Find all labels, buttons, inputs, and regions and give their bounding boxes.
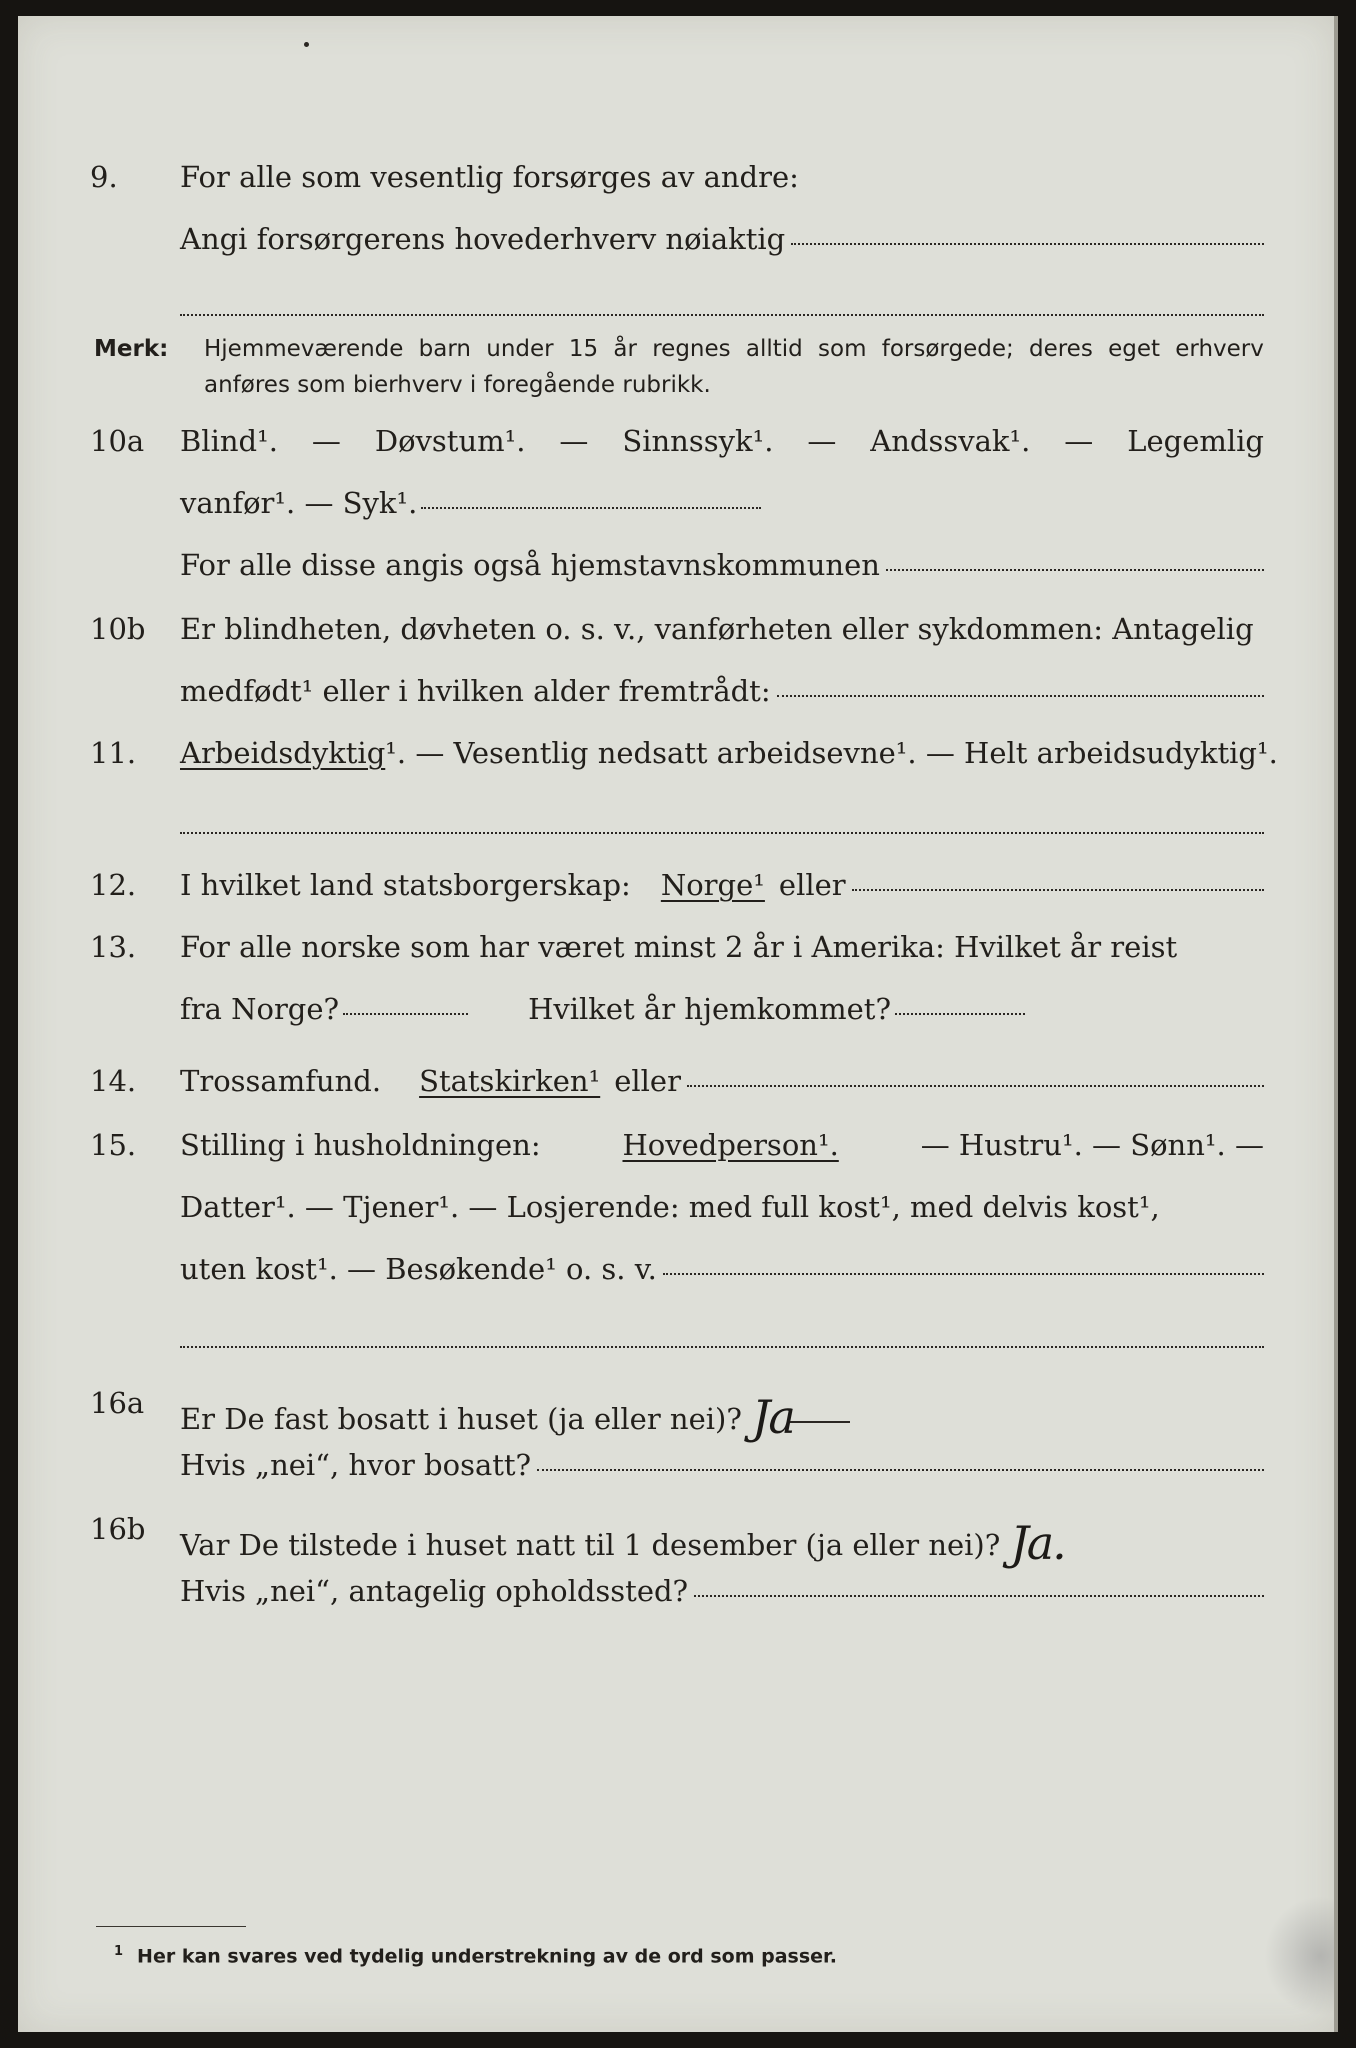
answer-field[interactable] [687,1085,1264,1087]
question-number: 10a [90,424,145,458]
census-form-page [18,16,1338,2032]
handwritten-answer[interactable]: Ja. [1010,1516,1065,1570]
merk-word: under [486,336,554,362]
answer-underline [790,1421,850,1423]
merk-line1 [204,336,1264,362]
q10a-line2 [180,486,1264,520]
question-number: 14. [90,1064,137,1098]
q9-line2-row [180,222,1264,256]
footnote-rule [96,1926,246,1927]
option-sinnssyk[interactable]: Sinnssyk¹. [622,424,774,458]
q15-line2-text: Datter¹. — Tjener¹. — Losjerende: med full kost¹, med delvis kost¹, [180,1190,1160,1224]
q11-rest: ¹. — Vesentlig nedsatt arbeidsevne¹. — Helt arbeidsudyktig¹. [385,736,1278,770]
q11-line1 [180,736,1278,770]
option-blind[interactable]: Blind¹. [180,424,278,458]
paper-stain [1264,1896,1334,2016]
merk-word: regnes [652,336,731,362]
q10a-line3-text: For alle disse angis også hjemstavnskommunen [180,548,880,582]
blank-answer-line[interactable] [180,1346,1264,1348]
q14-suffix: eller [614,1064,681,1098]
q9-line2: Angi forsørgerens hovederhverv nøiaktig [180,222,786,256]
option-statskirken-underlined[interactable]: Statskirken¹ [419,1064,601,1098]
q16a-line2 [180,1448,1264,1482]
q10b-line1 [180,612,1264,646]
q9-line1: For alle som vesentlig forsørges av andre: [180,160,799,194]
question-number: 9. [90,160,118,194]
merk-word: år [613,336,637,362]
option-dovstum[interactable]: Døvstum¹. [374,424,526,458]
answer-field[interactable] [777,695,1264,697]
option-andssvak[interactable]: Andssvak¹. [870,424,1031,458]
merk-word: alltid [745,336,803,362]
option-norge-underlined[interactable]: Norge¹ [660,868,765,902]
merk-word: forsørgede; [881,336,1014,362]
q16b-line1 [180,1512,1264,1570]
footnote [114,1944,837,1967]
question-number: 12. [90,868,137,902]
dash: — [559,424,589,458]
answer-field[interactable] [886,569,1264,571]
q16b-question: Var De tilstede i huset natt til 1 desember (ja eller nei)? [180,1528,1001,1562]
merk-word: 15 [568,336,599,362]
question-number: 16a [90,1386,145,1420]
footnote-text: Her kan svares ved tydelig understrekning av de ord som passer. [137,1945,837,1968]
question-number: 10b [90,612,146,646]
q15-line3-text: uten kost¹. — Besøkende¹ o. s. v. [180,1252,657,1286]
q14-prefix: Trossamfund. [180,1064,382,1098]
option-arbeidsdyktig-underlined[interactable]: Arbeidsdyktig [180,736,386,770]
answer-field[interactable] [663,1273,1264,1275]
q13-hjemkommet-label: Hvilket år hjemkommet? [528,992,892,1026]
merk-word: erhverv [1175,336,1264,362]
answer-field[interactable] [537,1469,1264,1471]
q15-line2 [180,1190,1264,1224]
merk-label: Merk: [94,336,169,362]
merk-word: eget [1108,336,1160,362]
answer-field[interactable] [852,889,1264,891]
question-number: 16b [90,1512,146,1546]
dash: — [807,424,837,458]
q10a-line1 [180,424,1264,458]
answer-field[interactable] [694,1595,1264,1597]
merk-word: Hjemmeværende [204,336,404,362]
merk-word: deres [1028,336,1093,362]
question-number: 13. [90,930,137,964]
q10b-line1-text: Er blindheten, døvheten o. s. v., vanførheten eller sykdommen: Antagelig [180,612,1254,646]
dash: — [311,424,341,458]
q14-line1 [180,1064,1264,1098]
q15-prefix: Stilling i husholdningen: [180,1128,541,1162]
option-legemlig[interactable]: Legemlig [1127,424,1264,458]
question-number: 11. [90,736,137,770]
q16b-followup: Hvis „nei“, antagelig opholdssted? [180,1574,689,1608]
answer-field[interactable] [421,507,761,509]
question-text [180,160,1264,194]
q15-line3 [180,1252,1264,1286]
q10a-line2-text: vanfør¹. — Syk¹. [180,486,418,520]
merk-word: barn [418,336,471,362]
q13-line1 [180,930,1264,964]
q15-line1 [180,1128,1264,1162]
q13-reist-label: fra Norge? [180,992,340,1026]
q10a-line3 [180,548,1264,582]
question-number: 15. [90,1128,137,1162]
speck [304,42,309,47]
answer-field[interactable] [791,243,1264,245]
q13-line2 [180,992,1264,1026]
q12-line1 [180,868,1264,902]
q10b-line2-text: medfødt¹ eller i hvilken alder fremtrådt: [180,674,771,708]
q15-line1-rest: — Hustru¹. — Sønn¹. — [920,1128,1264,1162]
q16a-followup: Hvis „nei“, hvor bosatt? [180,1448,532,1482]
answer-field-reist[interactable] [343,1013,468,1015]
q10b-line2 [180,674,1264,708]
q16a-line1 [180,1386,1264,1444]
dash: — [1064,424,1094,458]
blank-answer-line[interactable] [180,314,1264,316]
merk-word: som [818,336,867,362]
q12-suffix: eller [778,868,846,902]
merk-line2: anføres som bierhverv i foregående rubrikk. [204,372,711,398]
footnote-marker: 1 [114,1944,124,1959]
q12-prefix: I hvilket land statsborgerskap: [180,868,631,902]
q16a-question: Er De fast bosatt i huset (ja eller nei)? [180,1402,742,1436]
option-hovedperson-underlined[interactable]: Hovedperson¹. [622,1128,839,1162]
q16b-line2 [180,1574,1264,1608]
answer-field-hjemkommet[interactable] [895,1013,1025,1015]
blank-answer-line[interactable] [180,832,1264,834]
handwritten-answer[interactable]: Ja [751,1390,794,1444]
q13-line1-text: For alle norske som har været minst 2 år i Amerika: Hvilket år reist [180,930,1178,964]
